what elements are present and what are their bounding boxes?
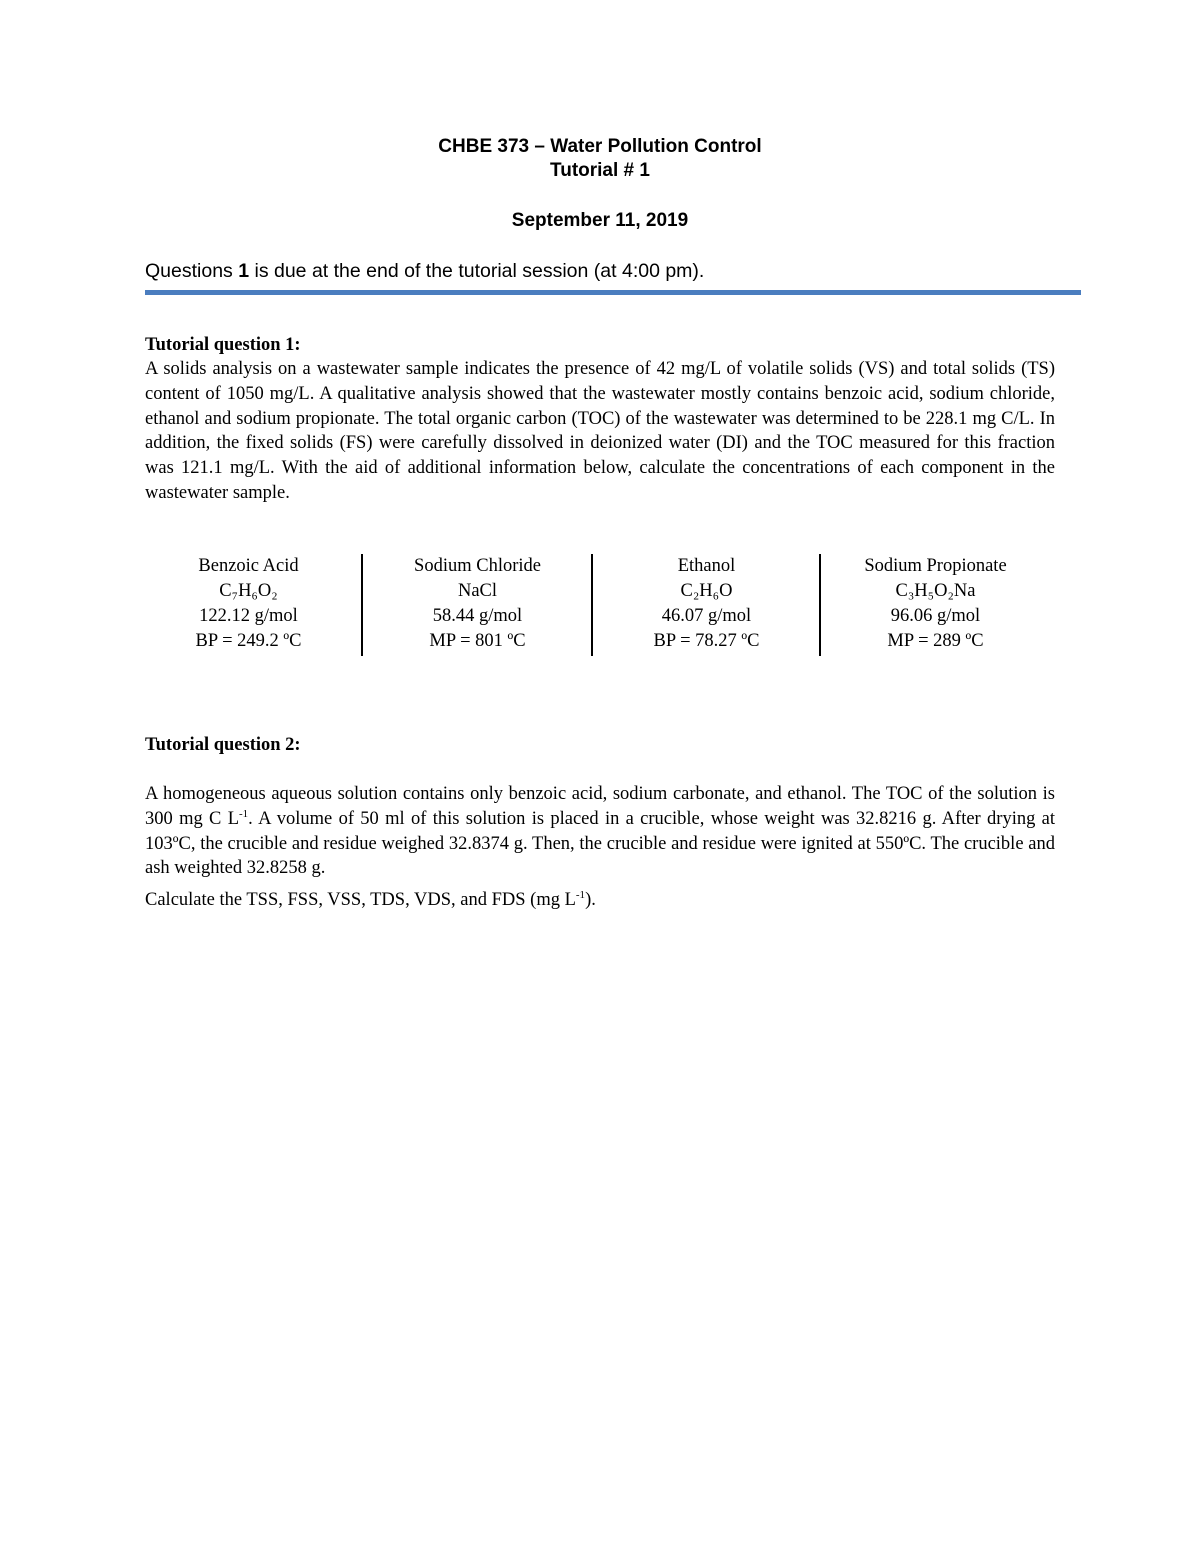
compound-sodium-chloride: [363, 554, 592, 654]
question-2-instruction: [145, 888, 596, 912]
compound-name: Ethanol: [677, 556, 736, 576]
question-2-heading: Tutorial question 2:: [145, 735, 301, 755]
question-1-body: A solids analysis on a wastewater sample indicates the presence of 42 mg/L of volatile solids (VS) and total solids (TS) content of 1050 mg/L. A qualitative analysis showed that the wastewater mostly contains benzoic acid, sodium chloride, ethanol and sodium propionate. The total organic carbon (TOC) of the wastewater was determined to be 228.1 mg C/L. In addition, the fixed solids (FS) were carefully dissolved in deionized water (DI) and the TOC measured for this fraction was 121.1 mg/L. With the aid of additional information below, calculate the concentrations of each component in the wastewater sample.: [145, 359, 1055, 503]
question-2-text-part2: . A volume of 50 ml of this solution is placed in a crucible, whose weight was 32.8216 g. After drying at 103ºC, the crucible and residue weighed 32.8374 g. Then, the crucible and residue were ignited at 550ºC. The crucible and ash weighted 32.8258 g.: [145, 808, 1056, 879]
superscript: -1: [575, 889, 586, 901]
due-note-prefix: Questions: [145, 260, 239, 282]
tutorial-date: September 11, 2019: [511, 210, 689, 231]
compound-formula: C₂H₆O: [680, 581, 733, 601]
compound-formula: NaCl: [457, 581, 498, 601]
instruction-text-part1: Calculate the TSS, FSS, VSS, TDS, VDS, and FDS (mg L: [145, 890, 576, 910]
question-2-body: [145, 782, 1055, 881]
compound-name: Sodium Chloride: [414, 556, 541, 576]
compound-name: Sodium Propionate: [864, 556, 1007, 576]
due-note-number: 1: [238, 260, 250, 282]
instruction-text-part2: ).: [585, 890, 596, 910]
tutorial-number: Tutorial # 1: [550, 160, 650, 181]
compound-molar-mass: 58.44 g/mol: [432, 606, 523, 626]
compound-property: MP = 289 ºC: [887, 631, 984, 651]
due-note-suffix: is due at the end of the tutorial session (at 4:00 pm).: [249, 260, 705, 282]
compound-table: [134, 554, 1050, 656]
compound-benzoic-acid: [134, 554, 363, 654]
compound-formula: C₇H₆O₂: [219, 581, 278, 601]
compound-formula: C₃H₅O₂Na: [895, 581, 976, 601]
compound-ethanol: [592, 554, 821, 654]
compound-property: BP = 249.2 ºC: [195, 631, 302, 651]
due-note: [145, 258, 704, 284]
compound-molar-mass: 122.12 g/mol: [199, 606, 298, 626]
question-1-heading: Tutorial question 1:: [145, 335, 301, 355]
compound-sodium-propionate: [821, 554, 1050, 654]
compound-name: Benzoic Acid: [198, 556, 299, 576]
horizontal-rule: [145, 290, 1081, 295]
compound-property: BP = 78.27 ºC: [653, 631, 760, 651]
compound-property: MP = 801 ºC: [429, 631, 526, 651]
compound-molar-mass: 96.06 g/mol: [890, 606, 981, 626]
document-title: CHBE 373 – Water Pollution Control: [438, 136, 762, 157]
superscript: -1: [239, 807, 249, 820]
compound-molar-mass: 46.07 g/mol: [661, 606, 752, 626]
question-2-text-part1: A homogeneous aqueous solution contains only benzoic acid, sodium carbonate, and ethanol. The TOC of the solution is 300 mg C L: [145, 784, 1055, 829]
